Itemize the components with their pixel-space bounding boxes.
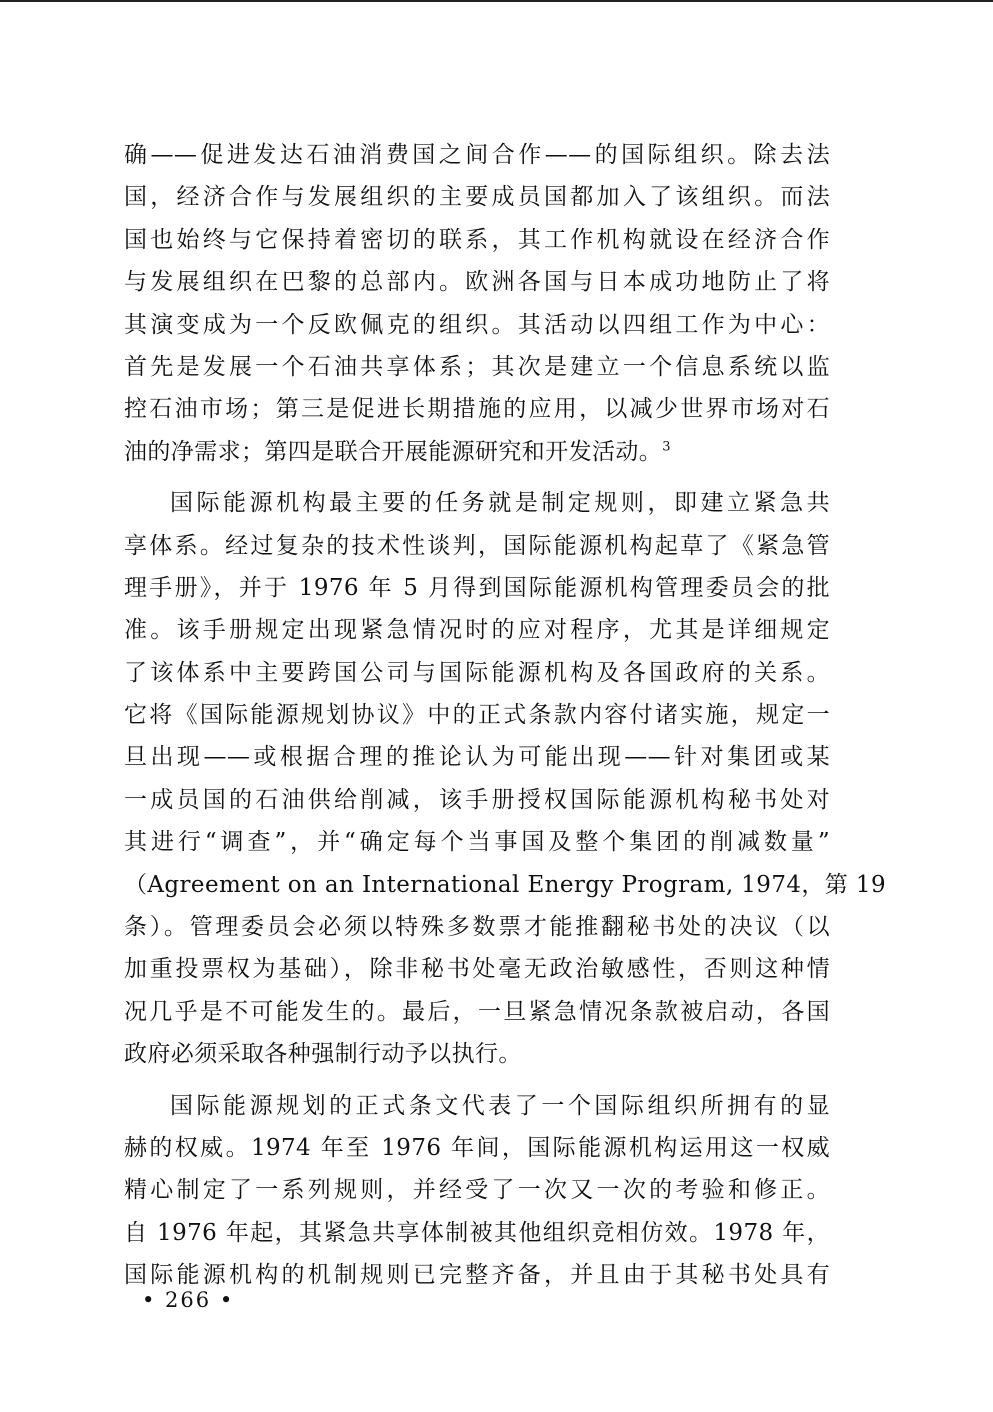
- page-number: • 266 •: [142, 1288, 235, 1312]
- text-line: 享体系。经过复杂的技术性谈判，国际能源机构起草了《紧急管: [124, 532, 830, 559]
- page-body: [124, 134, 886, 1297]
- text-line: [124, 431, 830, 473]
- text-line: 国际能源机构的机制规则已完整齐备，并且由于其秘书处具有: [124, 1262, 830, 1289]
- text-line: 国际能源机构最主要的任务就是制定规则，即建立紧急共: [170, 490, 830, 517]
- footnote-marker: 3: [662, 439, 671, 455]
- text-line: 了该体系中主要跨国公司与国际能源机构及各国政府的关系。: [124, 659, 830, 686]
- paragraph-gap: [124, 473, 830, 482]
- top-border-rule: [0, 0, 993, 2]
- text-line: 理手册》，并于 1976 年 5 月得到国际能源机构管理委员会的批: [124, 574, 830, 601]
- paragraph: [124, 1085, 830, 1297]
- text-line: 政府必须采取各种强制行动予以执行。: [124, 1041, 522, 1068]
- text-line: 首先是发展一个石油共享体系；其次是建立一个信息系统以监: [124, 353, 830, 380]
- paragraph-gap: [124, 1076, 830, 1085]
- text-line-content: 油的净需求；第四是联合开展能源研究和开发活动。: [124, 438, 663, 465]
- text-line: 自 1976 年起，其紧急共享体制被其他组织竞相仿效。1978 年，: [124, 1219, 830, 1246]
- text-line: 条）。管理委员会必须以特殊多数票才能推翻秘书处的决议（以: [124, 914, 830, 941]
- text-line: 一成员国的石油供给削减，该手册授权国际能源机构秘书处对: [124, 786, 830, 813]
- paragraph: [124, 134, 830, 473]
- text-line: 与发展组织在巴黎的总部内。欧洲各国与日本成功地防止了将: [124, 269, 830, 296]
- text-line: 控石油市场；第三是促进长期措施的应用，以减少世界市场对石: [124, 396, 830, 423]
- text-line: 它将《国际能源规划协议》中的正式条款内容付诸实施，规定一: [124, 702, 830, 729]
- text-line: 赫的权威。1974 年至 1976 年间，国际能源机构运用这一权威: [124, 1134, 830, 1161]
- text-line: 其演变成为一个反欧佩克的组织。其活动以四组工作为中心：: [124, 311, 830, 338]
- text-line: 旦出现——或根据合理的推论认为可能出现——针对集团或某: [124, 744, 830, 771]
- text-line: 国际能源规划的正式条文代表了一个国际组织所拥有的显: [170, 1092, 830, 1119]
- text-line: 况几乎是不可能发生的。最后，一旦紧急情况条款被启动，各国: [124, 998, 830, 1025]
- paragraph: [124, 482, 886, 1075]
- text-line: 准。该手册规定出现紧急情况时的应对程序，尤其是详细规定: [124, 617, 830, 644]
- text-line: 确——促进发达石油消费国之间合作——的国际组织。除去法: [124, 142, 830, 168]
- text-line: 国，经济合作与发展组织的主要成员国都加入了该组织。而法: [124, 184, 830, 211]
- text-line: （Agreement on an International Energy Program, 1974，第 19: [124, 871, 886, 898]
- text-line: 精心制定了一系列规则，并经受了一次又一次的考验和修正。: [124, 1177, 830, 1204]
- text-line: 其进行“调查”，并“确定每个当事国及整个集团的削减数量”: [124, 829, 830, 856]
- text-line: 国也始终与它保持着密切的联系，其工作机构就设在经济合作: [124, 226, 830, 253]
- text-line: 加重投票权为基础），除非秘书处毫无政治敏感性，否则这种情: [124, 956, 830, 983]
